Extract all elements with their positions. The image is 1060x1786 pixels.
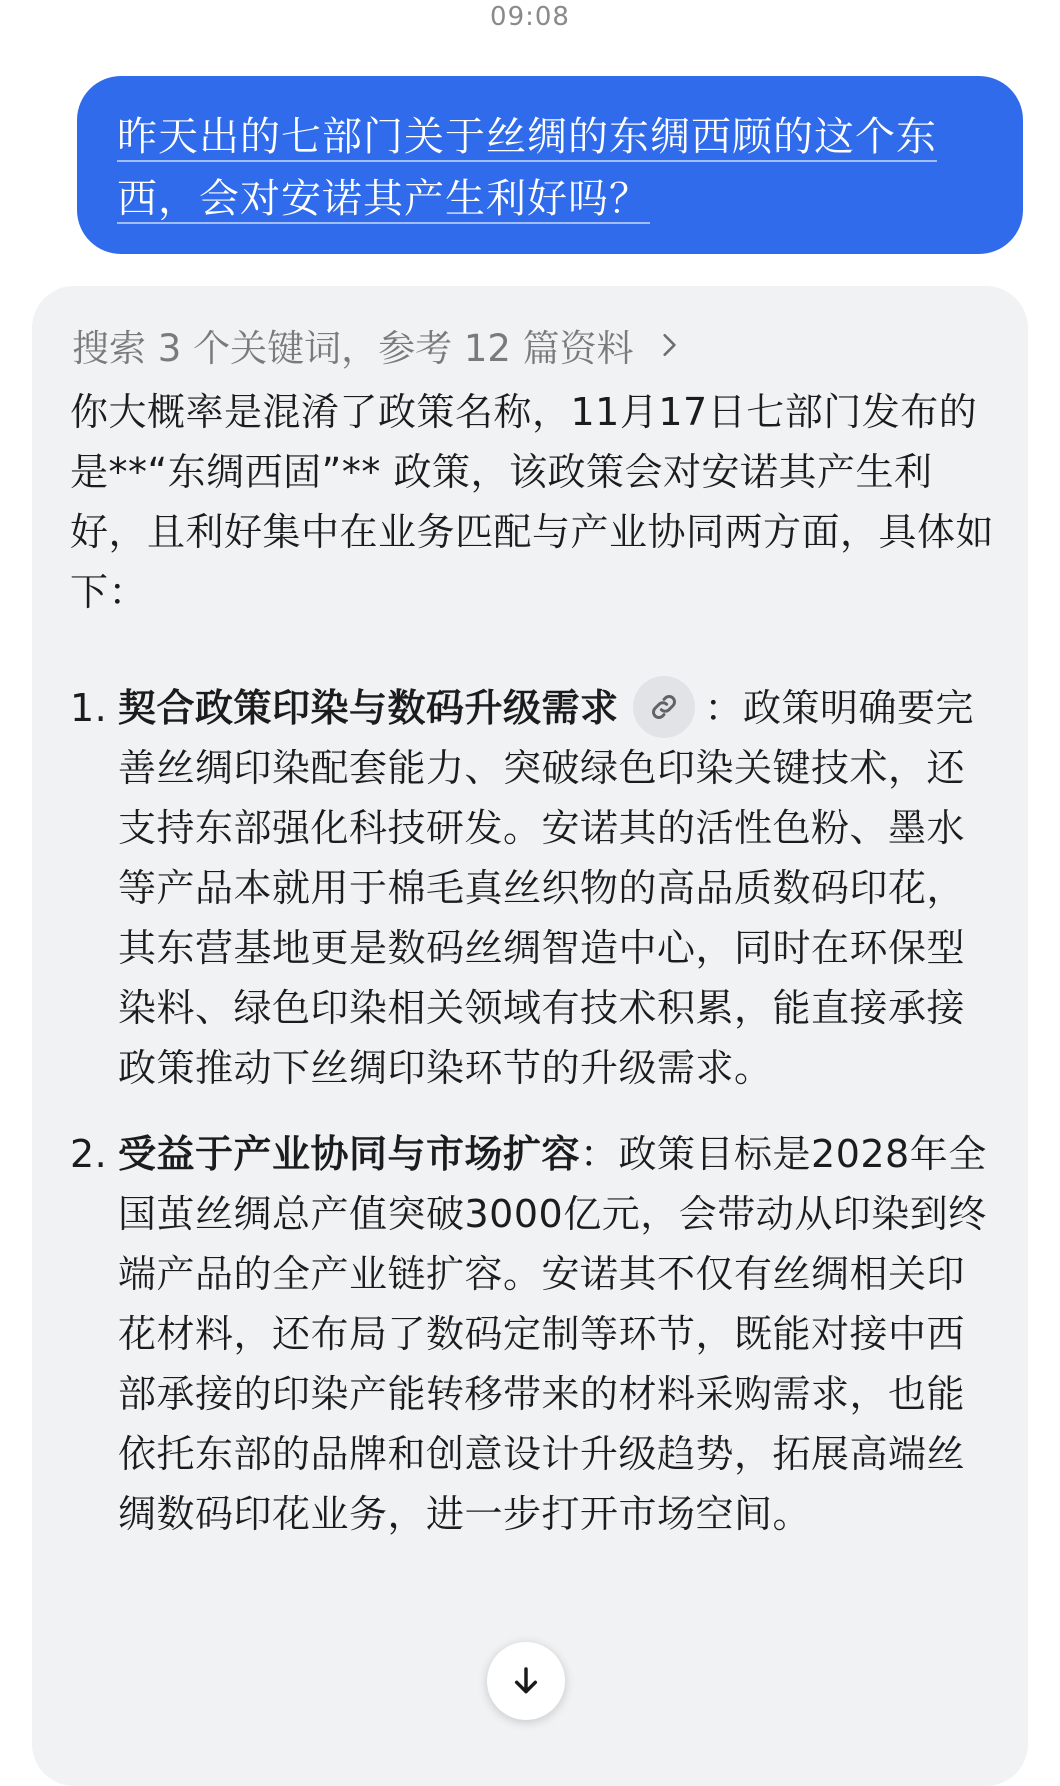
link-icon bbox=[648, 691, 680, 723]
status-bar-time: 09:08 bbox=[490, 2, 570, 32]
scroll-to-bottom-button[interactable] bbox=[487, 1642, 565, 1720]
user-message-text[interactable]: 昨天出的七部门关于丝绸的东绸西顾的这个东西，会对安诺其产生利好吗？ bbox=[117, 114, 937, 222]
arrow-down-icon bbox=[510, 1665, 542, 1697]
assistant-answer-card bbox=[32, 286, 1028, 1786]
search-summary-button[interactable] bbox=[72, 318, 682, 372]
list-item-body: ：政策目标是2028年全国茧丝绸总产值突破3000亿元，会带动从印染到终端产品的全产业链扩容。安诺其不仅有丝绸相关印花材料，还布局了数码定制等环节，既能对接中西部承接的印染产能转移带来的材料采购需求，也能依托东部的品牌和创意设计升级趋势，拓展高端丝绸数码印花业务，进一步打开市场空间。 bbox=[118, 1132, 987, 1536]
list-item-title: 契合政策印染与数码升级需求 bbox=[118, 686, 619, 730]
source-link-button[interactable] bbox=[633, 676, 695, 738]
search-summary-text: 搜索 3 个关键词，参考 12 篇资料 bbox=[72, 327, 634, 370]
answer-list bbox=[70, 678, 1000, 1544]
list-item-title: 受益于产业协同与市场扩容 bbox=[118, 1132, 581, 1176]
list-item bbox=[70, 1124, 1000, 1544]
list-item-number: 1. bbox=[70, 686, 108, 730]
answer-intro: 你大概率是混淆了政策名称，11月17日七部门发布的是**“东绸西固”** 政策，该政策会对安诺其产生利好，且利好集中在业务匹配与产业协同两方面，具体如下： bbox=[70, 390, 995, 614]
user-message-bubble bbox=[77, 76, 1023, 254]
list-item bbox=[70, 678, 1000, 1098]
answer-body bbox=[70, 382, 1000, 1570]
chevron-right-icon bbox=[656, 332, 682, 358]
list-item-body: ：政策明确要完善丝绸印染配套能力、突破绿色印染关键技术，还支持东部强化科技研发。安诺其的活性色粉、墨水等产品本就用于棉毛真丝织物的高品质数码印花，其东营基地更是数码丝绸智造中心，同时在环保型染料、绿色印染相关领域有技术积累，能直接承接政策推动下丝绸印染环节的升级需求。 bbox=[118, 686, 975, 1090]
list-item-number: 2. bbox=[70, 1132, 108, 1176]
